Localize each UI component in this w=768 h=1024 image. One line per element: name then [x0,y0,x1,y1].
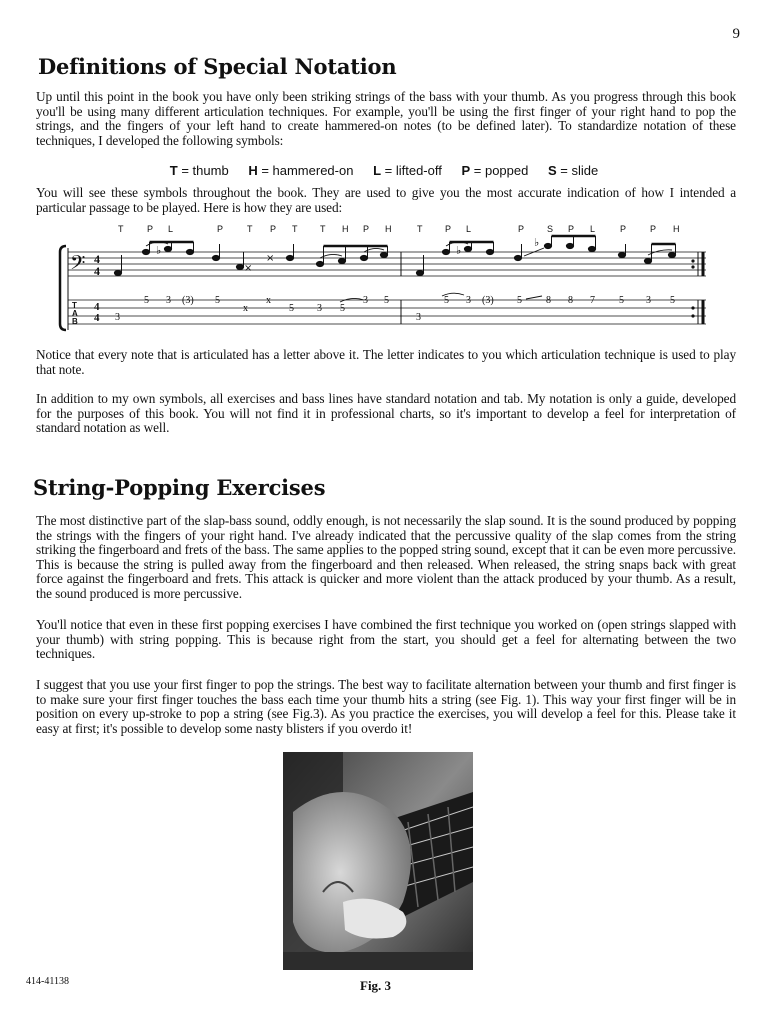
tab-number: 3 [363,295,368,306]
svg-text:♭: ♭ [456,244,462,257]
svg-text:×: × [266,253,275,264]
time-signature-icon: 4 [94,264,100,278]
catalog-code: 414-41138 [26,976,69,987]
articulation-letter: P [568,224,575,234]
articulation-letter: P [445,224,452,234]
articulation-letter: P [650,224,657,234]
legend-item-thumb: T = thumb [169,163,229,178]
notation-legend [0,163,768,178]
articulation-letter: T [118,224,124,234]
tab-number: 5 [215,295,220,306]
tab-number: 5 [144,295,149,306]
articulation-letter: T [320,224,326,234]
tab-number: 3 [416,312,421,323]
tab-number: 3 [317,303,322,314]
section-title-notation: Definitions of Special Notation [38,54,397,79]
tab-number: 3 [646,295,651,306]
articulation-letter: H [385,224,392,234]
legend-item-popped: P = popped [461,163,529,178]
legend-item-hammered-on: H = hammered-on [248,163,354,178]
tab-number: 8 [546,295,551,306]
paragraph-symbols-usage: You will see these symbols throughout the book. They are used to give you the most accurate indication of how I intended a particular passage to be played. Here is how they are used: [36,185,736,215]
tab-number: 5 [619,295,624,306]
articulation-letter: L [168,224,174,234]
time-signature-icon: 4 [94,252,100,266]
paragraph-popping-sound: The most distinctive part of the slap-bass sound, oddly enough, is not necessarily the slap sound. It is the sound produced by popping the strings with the fingers of your right hand. I've already indicated that the percussive quality of the slap comes from the string striking the fingerboard and frets of the bass. The same applies to the popped string sound, except that it can be even more percussive. This is because the string is pulled away from the fingerboard and then released. When released, the string snaps back with great force against the fingerboard and frets. This attack is quicker and more violent than the attack produced by your thumb. As a result, the sound produced is more percussive. [36,513,736,601]
paragraph-standard-notation: In addition to my own symbols, all exercises and bass lines have standard notation and tab. My notation is only a guide, developed for the purposes of this book. You will not find it in professional charts, so it's important to develop a feel for interpretation of standard notation as well. [36,391,736,436]
articulation-letter: P [363,224,370,234]
articulation-letter: H [342,224,349,234]
tab-number: x [243,303,248,314]
legend-item-lifted-off: L = lifted-off [373,163,442,178]
tab-number: 3 [115,312,120,323]
tab-number: 5 [517,295,522,306]
paragraph-first-finger: I suggest that you use your first finger to pop the strings. The best way to facilitate alternation between your thumb and first finger is to make sure your first finger touches the bass each time your thumb hits a string (see Fig. 1). This way your first finger will be in position on every up-stroke to pop a string (see Fig.3). As you practice the exercises, you will develop a feel for this. Please take it easy at first; it's possible to develop some nasty blisters if you overdo it! [36,677,736,736]
svg-text:×: × [244,263,253,274]
tab-number: 5 [670,295,675,306]
articulation-letter: P [518,224,525,234]
articulation-letter: H [673,224,680,234]
time-signature-icon: 4 [94,301,100,313]
page-number: 9 [732,26,740,42]
tab-clef-icon: A [72,309,78,318]
paragraph-combined-techniques: You'll notice that even in these first popping exercises I have combined the first technique you worked on (open strings slapped with your thumb) with string popping. This is because right from the start, you should get a feel for alternating between the two techniques. [36,617,736,662]
tab-number: 5 [289,303,294,314]
articulation-letter: P [217,224,224,234]
tab-clef-icon: T [72,301,77,310]
tab-number: x [266,295,271,306]
articulation-letter: T [292,224,298,234]
tab-number: 5 [384,295,389,306]
tab-number: 3 [466,295,471,306]
articulation-letter: T [417,224,423,234]
tab-number: 8 [568,295,573,306]
articulation-letter: S [547,224,554,234]
music-notation [58,222,718,334]
articulation-letter: P [147,224,154,234]
articulation-letter: P [270,224,277,234]
tab-number: 5 [340,303,345,314]
tab-number: 7 [590,295,595,306]
system-brace [60,246,66,330]
tab-number: (3) [482,295,494,306]
paragraph-intro: Up until this point in the book you have only been striking strings of the bass with your thumb. As you progress through this book you'll be using many different articulation techniques. For example, you'll be using the first finger of your right hand to pop the strings, and the fingers of your left hand to create hammered-on notes (to be defined later). To standardize notation of these techniques, I developed the following symbols: [36,89,736,148]
time-signature-icon: 4 [94,312,100,324]
svg-text:♭: ♭ [534,236,540,249]
articulation-letter: P [620,224,627,234]
bass-clef-icon: 𝄢 [70,251,86,279]
staff-notes [114,242,387,276]
legend-item-slide: S = slide [547,163,599,178]
articulation-letter: L [466,224,472,234]
paragraph-letter-explanation: Notice that every note that is articulated has a letter above it. The letter indicates to you which articulation technique is used to play that note. [36,347,736,377]
tab-number: 5 [444,295,449,306]
tab-clef-icon: B [72,317,78,326]
articulation-letter: T [247,224,253,234]
section-title-string-popping: String-Popping Exercises [33,475,326,500]
figure-caption: Fig. 3 [360,978,392,993]
tab-number: 3 [166,295,171,306]
articulation-letter: L [590,224,596,234]
tab-number: (3) [182,295,194,306]
svg-text:♭: ♭ [156,244,162,257]
hand-popping-photo [283,752,473,970]
